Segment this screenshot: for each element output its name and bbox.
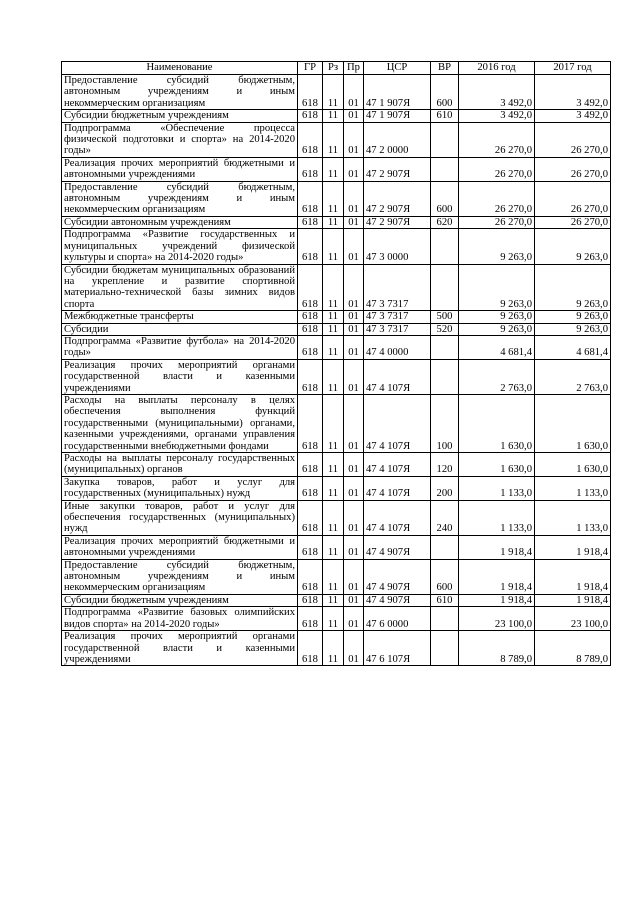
cell-2016: 8 789,0 [459, 631, 535, 666]
cell-csr: 47 2 907Я [364, 181, 431, 216]
cell-gr: 618 [298, 264, 323, 311]
header-2017: 2017 год [535, 62, 611, 75]
table-row [62, 122, 611, 157]
table-row [62, 110, 611, 122]
cell-2017: 23 100,0 [535, 607, 611, 631]
cell-gr: 618 [298, 110, 323, 122]
cell-gr: 618 [298, 394, 323, 452]
cell-vr: 520 [431, 323, 459, 335]
cell-pr: 01 [344, 476, 364, 500]
cell-gr: 618 [298, 476, 323, 500]
table-row [62, 453, 611, 477]
cell-rz: 11 [323, 110, 344, 122]
cell-2016: 1 133,0 [459, 476, 535, 500]
cell-rz: 11 [323, 229, 344, 264]
cell-rz: 11 [323, 216, 344, 228]
table-row [62, 476, 611, 500]
header-vr: ВР [431, 62, 459, 75]
cell-gr: 618 [298, 500, 323, 535]
cell-rz: 11 [323, 535, 344, 559]
table-row [62, 607, 611, 631]
cell-name: Подпрограмма «Развитие государственных и муниципальных учреждений физической культуры и спорта» на 2014-2020 годы» [62, 229, 298, 264]
cell-2016: 23 100,0 [459, 607, 535, 631]
cell-rz: 11 [323, 607, 344, 631]
cell-name: Закупка товаров, работ и услуг для государственных (муниципальных) нужд [62, 476, 298, 500]
cell-pr: 01 [344, 394, 364, 452]
cell-2016: 1 630,0 [459, 453, 535, 477]
cell-vr: 600 [431, 181, 459, 216]
cell-2017: 26 270,0 [535, 122, 611, 157]
cell-rz: 11 [323, 631, 344, 666]
cell-pr: 01 [344, 535, 364, 559]
cell-pr: 01 [344, 75, 364, 110]
cell-name: Субсидии [62, 323, 298, 335]
cell-rz: 11 [323, 311, 344, 323]
table-row [62, 394, 611, 452]
table-body [62, 75, 611, 666]
cell-vr: 610 [431, 594, 459, 606]
header-gr: ГР [298, 62, 323, 75]
cell-rz: 11 [323, 500, 344, 535]
cell-gr: 618 [298, 122, 323, 157]
cell-rz: 11 [323, 323, 344, 335]
cell-pr: 01 [344, 110, 364, 122]
cell-csr: 47 4 107Я [364, 453, 431, 477]
cell-2017: 1 630,0 [535, 453, 611, 477]
cell-vr [431, 264, 459, 311]
cell-gr: 618 [298, 335, 323, 359]
cell-pr: 01 [344, 311, 364, 323]
cell-vr [431, 122, 459, 157]
budget-table [61, 61, 611, 666]
table-row [62, 500, 611, 535]
header-pr: Пр [344, 62, 364, 75]
cell-vr [431, 631, 459, 666]
cell-2016: 1 918,4 [459, 594, 535, 606]
cell-name: Реализация прочих мероприятий бюджетными и автономными учреждениями [62, 535, 298, 559]
cell-name: Реализация прочих мероприятий органами государственной власти и казенными учреждениями [62, 359, 298, 394]
cell-rz: 11 [323, 476, 344, 500]
cell-csr: 47 1 907Я [364, 110, 431, 122]
cell-pr: 01 [344, 594, 364, 606]
cell-csr: 47 3 0000 [364, 229, 431, 264]
header-name: Наименование [62, 62, 298, 75]
cell-2016: 9 263,0 [459, 311, 535, 323]
cell-csr: 47 6 107Я [364, 631, 431, 666]
cell-name: Расходы на выплаты персоналу государственных (муниципальных) органов [62, 453, 298, 477]
cell-2017: 3 492,0 [535, 110, 611, 122]
cell-rz: 11 [323, 122, 344, 157]
cell-csr: 47 2 907Я [364, 216, 431, 228]
cell-vr: 120 [431, 453, 459, 477]
table-header-row [62, 62, 611, 75]
cell-2017: 9 263,0 [535, 323, 611, 335]
cell-2017: 26 270,0 [535, 157, 611, 181]
cell-name: Субсидии бюджетным учреждениям [62, 110, 298, 122]
cell-rz: 11 [323, 75, 344, 110]
cell-2016: 9 263,0 [459, 229, 535, 264]
cell-vr [431, 359, 459, 394]
cell-gr: 618 [298, 323, 323, 335]
cell-csr: 47 4 907Я [364, 559, 431, 594]
cell-2017: 1 918,4 [535, 535, 611, 559]
cell-2016: 1 133,0 [459, 500, 535, 535]
cell-gr: 618 [298, 359, 323, 394]
cell-csr: 47 4 107Я [364, 476, 431, 500]
cell-csr: 47 3 7317 [364, 264, 431, 311]
cell-csr: 47 6 0000 [364, 607, 431, 631]
table-row [62, 157, 611, 181]
cell-pr: 01 [344, 500, 364, 535]
cell-name: Предоставление субсидий бюджетным, автономным учреждениям и иным некоммерческим организациям [62, 559, 298, 594]
cell-pr: 01 [344, 264, 364, 311]
cell-2016: 26 270,0 [459, 157, 535, 181]
cell-name: Межбюджетные трансферты [62, 311, 298, 323]
cell-name: Иные закупки товаров, работ и услуг для обеспечения государственных (муниципальных) нужд [62, 500, 298, 535]
table-row [62, 229, 611, 264]
cell-name: Субсидии бюджетным учреждениям [62, 594, 298, 606]
cell-2017: 2 763,0 [535, 359, 611, 394]
cell-pr: 01 [344, 122, 364, 157]
cell-vr: 200 [431, 476, 459, 500]
cell-2017: 3 492,0 [535, 75, 611, 110]
cell-csr: 47 4 107Я [364, 359, 431, 394]
cell-csr: 47 4 0000 [364, 335, 431, 359]
cell-2017: 1 918,4 [535, 594, 611, 606]
cell-csr: 47 4 107Я [364, 394, 431, 452]
cell-2017: 1 133,0 [535, 476, 611, 500]
cell-name: Субсидии бюджетам муниципальных образований на укрепление и развитие спортивной материально-технической базы зимних видов спорта [62, 264, 298, 311]
cell-csr: 47 3 7317 [364, 311, 431, 323]
table-row [62, 264, 611, 311]
cell-pr: 01 [344, 229, 364, 264]
cell-rz: 11 [323, 264, 344, 311]
cell-csr: 47 4 907Я [364, 594, 431, 606]
table-row [62, 181, 611, 216]
cell-rz: 11 [323, 453, 344, 477]
cell-gr: 618 [298, 607, 323, 631]
table-row [62, 323, 611, 335]
cell-rz: 11 [323, 594, 344, 606]
cell-pr: 01 [344, 631, 364, 666]
cell-name: Подпрограмма «Развитие базовых олимпийских видов спорта» на 2014-2020 годы» [62, 607, 298, 631]
cell-2016: 9 263,0 [459, 264, 535, 311]
cell-name: Подпрограмма «Развитие футбола» на 2014-2020 годы» [62, 335, 298, 359]
cell-2016: 26 270,0 [459, 216, 535, 228]
cell-2017: 26 270,0 [535, 181, 611, 216]
cell-rz: 11 [323, 335, 344, 359]
table-row [62, 216, 611, 228]
cell-name: Субсидии автономным учреждениям [62, 216, 298, 228]
cell-gr: 618 [298, 594, 323, 606]
cell-2016: 26 270,0 [459, 122, 535, 157]
cell-2017: 4 681,4 [535, 335, 611, 359]
cell-2016: 1 918,4 [459, 535, 535, 559]
table-row [62, 335, 611, 359]
table-row [62, 75, 611, 110]
cell-2016: 1 918,4 [459, 559, 535, 594]
cell-2016: 1 630,0 [459, 394, 535, 452]
header-rz: Рз [323, 62, 344, 75]
cell-pr: 01 [344, 453, 364, 477]
cell-vr [431, 607, 459, 631]
cell-2016: 2 763,0 [459, 359, 535, 394]
cell-gr: 618 [298, 75, 323, 110]
cell-gr: 618 [298, 157, 323, 181]
cell-name: Предоставление субсидий бюджетным, автономным учреждениям и иным некоммерческим организациям [62, 75, 298, 110]
cell-gr: 618 [298, 216, 323, 228]
cell-pr: 01 [344, 216, 364, 228]
cell-vr: 500 [431, 311, 459, 323]
cell-pr: 01 [344, 559, 364, 594]
cell-gr: 618 [298, 631, 323, 666]
cell-rz: 11 [323, 181, 344, 216]
table-row [62, 311, 611, 323]
cell-vr [431, 535, 459, 559]
cell-vr: 100 [431, 394, 459, 452]
cell-2016: 3 492,0 [459, 75, 535, 110]
cell-vr: 610 [431, 110, 459, 122]
cell-2017: 1 133,0 [535, 500, 611, 535]
cell-name: Подпрограмма «Обеспечение процесса физической подготовки и спорта» на 2014-2020 годы» [62, 122, 298, 157]
cell-csr: 47 4 107Я [364, 500, 431, 535]
cell-2016: 4 681,4 [459, 335, 535, 359]
cell-name: Предоставление субсидий бюджетным, автономным учреждениям и иным некоммерческим организациям [62, 181, 298, 216]
cell-2017: 1 918,4 [535, 559, 611, 594]
cell-vr [431, 229, 459, 264]
cell-pr: 01 [344, 607, 364, 631]
cell-vr: 600 [431, 75, 459, 110]
cell-name: Расходы на выплаты персоналу в целях обеспечения выполнения функций государственными (муниципальными) органами, казенными учреждениями, органами управления государственными внебюджетными фондами [62, 394, 298, 452]
header-csr: ЦСР [364, 62, 431, 75]
cell-pr: 01 [344, 157, 364, 181]
cell-gr: 618 [298, 311, 323, 323]
cell-rz: 11 [323, 359, 344, 394]
cell-csr: 47 1 907Я [364, 75, 431, 110]
cell-2016: 3 492,0 [459, 110, 535, 122]
cell-csr: 47 2 907Я [364, 157, 431, 181]
cell-2017: 9 263,0 [535, 229, 611, 264]
cell-gr: 618 [298, 559, 323, 594]
cell-csr: 47 2 0000 [364, 122, 431, 157]
header-2016: 2016 год [459, 62, 535, 75]
cell-pr: 01 [344, 335, 364, 359]
cell-gr: 618 [298, 453, 323, 477]
table-row [62, 559, 611, 594]
table-row [62, 535, 611, 559]
table-row [62, 359, 611, 394]
cell-csr: 47 4 907Я [364, 535, 431, 559]
cell-2017: 8 789,0 [535, 631, 611, 666]
cell-2017: 9 263,0 [535, 264, 611, 311]
cell-gr: 618 [298, 229, 323, 264]
cell-name: Реализация прочих мероприятий органами государственной власти и казенными учреждениями [62, 631, 298, 666]
cell-vr: 620 [431, 216, 459, 228]
cell-vr [431, 335, 459, 359]
cell-pr: 01 [344, 359, 364, 394]
table-row [62, 594, 611, 606]
cell-rz: 11 [323, 559, 344, 594]
cell-pr: 01 [344, 181, 364, 216]
cell-2017: 26 270,0 [535, 216, 611, 228]
cell-vr: 240 [431, 500, 459, 535]
cell-2016: 9 263,0 [459, 323, 535, 335]
cell-gr: 618 [298, 535, 323, 559]
table-row [62, 631, 611, 666]
cell-2016: 26 270,0 [459, 181, 535, 216]
cell-rz: 11 [323, 157, 344, 181]
cell-2017: 9 263,0 [535, 311, 611, 323]
cell-name: Реализация прочих мероприятий бюджетными и автономными учреждениями [62, 157, 298, 181]
cell-vr [431, 157, 459, 181]
cell-gr: 618 [298, 181, 323, 216]
cell-pr: 01 [344, 323, 364, 335]
cell-2017: 1 630,0 [535, 394, 611, 452]
cell-vr: 600 [431, 559, 459, 594]
cell-csr: 47 3 7317 [364, 323, 431, 335]
cell-rz: 11 [323, 394, 344, 452]
